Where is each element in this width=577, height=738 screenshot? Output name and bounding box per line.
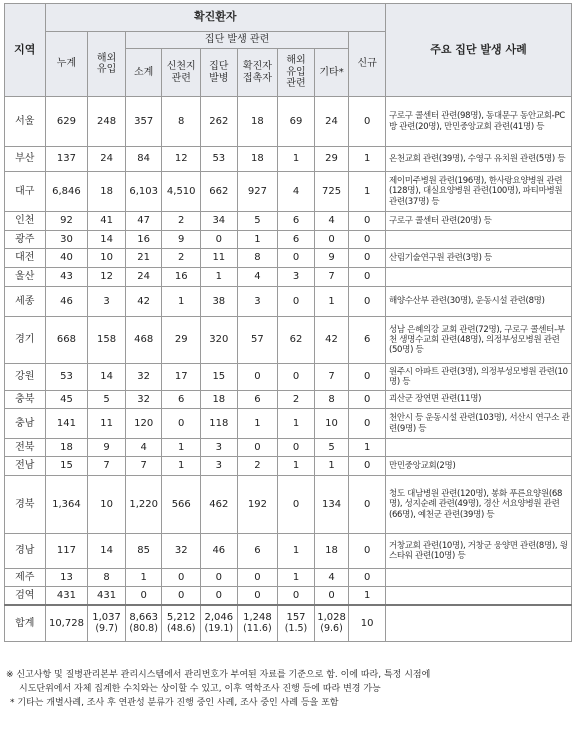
cases-cell: [385, 231, 571, 249]
overseas-cell: 41: [88, 212, 126, 231]
subtotal-cell: 84: [125, 147, 162, 172]
other-cell: 0: [314, 587, 349, 605]
total-cell: 92: [45, 212, 88, 231]
region-cell: 충남: [5, 409, 46, 439]
other-cell: 4: [314, 212, 349, 231]
new-cell: 0: [349, 534, 386, 569]
table-row: [5, 97, 572, 147]
subtotal-cell: 7: [125, 457, 162, 476]
other-cell: 0: [314, 231, 349, 249]
total-cell: 15: [45, 457, 88, 476]
total-shincheonji: 5,212 (48.6): [162, 605, 201, 642]
table-row: [5, 587, 572, 605]
new-cell: 0: [349, 212, 386, 231]
header-region: 지역: [5, 4, 46, 97]
footnotes: [6, 668, 571, 710]
table-body: [5, 97, 572, 605]
table-row: [5, 212, 572, 231]
cases-cell: 구로구 콜센터 관련(98명), 동대문구 동안교회-PC방 관련(20명), 만민중앙교회 관련(41명) 등: [385, 97, 571, 147]
total-cell: 13: [45, 569, 88, 587]
pct-contact: (11.6): [243, 622, 272, 634]
new-cell: 1: [349, 172, 386, 212]
cases-cell: 제이미주병원 관련(196명), 한사랑요양병원 관련(128명), 대실요양병원 관련(100명), 파티마병원 관련(37명) 등: [385, 172, 571, 212]
new-cell: 0: [349, 457, 386, 476]
footnote-line-1: ※ 신고사항 및 질병관리본부 관리시스템에서 관리번호가 부여된 자료를 기준으로 함. 이에 따라, 특정 시점에: [6, 670, 431, 680]
shincheonji-cell: 1: [162, 287, 201, 317]
total-overseas: 1,037 (9.7): [88, 605, 126, 642]
region-cell: 강원: [5, 364, 46, 391]
table-row: [5, 457, 572, 476]
header-overseas: 해외 유입: [88, 32, 126, 97]
overseas-related-cell: 0: [278, 249, 315, 268]
contact-cell: 927: [237, 172, 278, 212]
footnote-line-2: 시도단위에서 자체 집계한 수치와는 상이할 수 있고, 이후 역학조사 진행 등에 따라 변경 가능: [19, 684, 381, 694]
cases-cell: 원주시 아파트 관련(3명), 의정부성모병원 관련(10명) 등: [385, 364, 571, 391]
shincheonji-cell: 16: [162, 268, 201, 287]
table-row: [5, 534, 572, 569]
group-cell: 118: [201, 409, 238, 439]
region-cell: 부산: [5, 147, 46, 172]
table-row: [5, 409, 572, 439]
total-cell: 53: [45, 364, 88, 391]
table-row: [5, 172, 572, 212]
table-row: [5, 364, 572, 391]
overseas-cell: 248: [88, 97, 126, 147]
pct-overseas: (9.7): [95, 622, 118, 634]
other-cell: 29: [314, 147, 349, 172]
table-row: [5, 569, 572, 587]
cases-cell: 구로구 콜센터 관련(20명) 등: [385, 212, 571, 231]
total-cumulative: 10,728: [45, 605, 88, 642]
header-cases: 주요 집단 발생 사례: [385, 4, 571, 97]
contact-cell: 1: [237, 231, 278, 249]
cases-cell: 산림기술연구원 관련(3명) 등: [385, 249, 571, 268]
total-new: 10: [349, 605, 386, 642]
header-shincheonji: 신천지 관련: [162, 49, 201, 97]
contact-cell: 6: [237, 391, 278, 409]
total-region: 합계: [5, 605, 46, 642]
group-cell: 38: [201, 287, 238, 317]
contact-cell: 8: [237, 249, 278, 268]
overseas-cell: 5: [88, 391, 126, 409]
subtotal-cell: 24: [125, 268, 162, 287]
group-cell: 15: [201, 364, 238, 391]
header-contact: 확진자 접촉자: [237, 49, 278, 97]
group-cell: 53: [201, 147, 238, 172]
cases-cell: [385, 569, 571, 587]
overseas-related-cell: 0: [278, 439, 315, 457]
region-cell: 대전: [5, 249, 46, 268]
other-cell: 18: [314, 534, 349, 569]
new-cell: 0: [349, 569, 386, 587]
region-cell: 울산: [5, 268, 46, 287]
shincheonji-cell: 12: [162, 147, 201, 172]
region-cell: 전북: [5, 439, 46, 457]
total-cell: 141: [45, 409, 88, 439]
region-cell: 광주: [5, 231, 46, 249]
region-cell: 검역: [5, 587, 46, 605]
contact-cell: 5: [237, 212, 278, 231]
other-cell: 10: [314, 409, 349, 439]
cases-cell: 천안시 등 운동시설 관련(103명), 서산시 연구소 관련(9명) 등: [385, 409, 571, 439]
shincheonji-cell: 9: [162, 231, 201, 249]
overseas-related-cell: 6: [278, 231, 315, 249]
header-overseas-related: 해외 유입 관련: [278, 49, 315, 97]
contact-cell: 4: [237, 268, 278, 287]
other-cell: 4: [314, 569, 349, 587]
overseas-cell: 9: [88, 439, 126, 457]
subtotal-cell: 1: [125, 569, 162, 587]
group-cell: 18: [201, 391, 238, 409]
total-cell: 629: [45, 97, 88, 147]
pct-overseas-related: (1.5): [284, 622, 308, 634]
subtotal-cell: 120: [125, 409, 162, 439]
cases-cell: 괴산군 장연면 관련(11명): [385, 391, 571, 409]
subtotal-cell: 357: [125, 97, 162, 147]
cases-cell: 해양수산부 관련(30명), 운동시설 관련(8명): [385, 287, 571, 317]
footnote-line-3: * 기타는 개별사례, 조사 후 연관성 분류가 진행 중인 사례, 조사 중인 사례 등을 포함: [10, 698, 339, 708]
table-row: [5, 476, 572, 534]
total-cell: 117: [45, 534, 88, 569]
subtotal-cell: 0: [125, 587, 162, 605]
group-cell: 46: [201, 534, 238, 569]
overseas-cell: 431: [88, 587, 126, 605]
group-cell: 1: [201, 268, 238, 287]
total-subtotal: 8,663 (80.8): [125, 605, 162, 642]
overseas-related-cell: 6: [278, 212, 315, 231]
overseas-related-cell: 69: [278, 97, 315, 147]
overseas-related-cell: 1: [278, 409, 315, 439]
new-cell: 0: [349, 97, 386, 147]
total-row: [5, 605, 572, 642]
contact-cell: 0: [237, 569, 278, 587]
group-cell: 262: [201, 97, 238, 147]
overseas-related-cell: 62: [278, 317, 315, 364]
cases-cell: [385, 587, 571, 605]
subtotal-cell: 32: [125, 391, 162, 409]
overseas-cell: 3: [88, 287, 126, 317]
other-cell: 7: [314, 364, 349, 391]
group-cell: 34: [201, 212, 238, 231]
table-row: [5, 287, 572, 317]
total-cell: 1,364: [45, 476, 88, 534]
new-cell: 1: [349, 147, 386, 172]
contact-cell: 3: [237, 287, 278, 317]
new-cell: 0: [349, 268, 386, 287]
contact-cell: 18: [237, 97, 278, 147]
region-cell: 충북: [5, 391, 46, 409]
shincheonji-cell: 0: [162, 569, 201, 587]
contact-cell: 1: [237, 409, 278, 439]
total-cell: 18: [45, 439, 88, 457]
shincheonji-cell: 29: [162, 317, 201, 364]
shincheonji-cell: 8: [162, 97, 201, 147]
region-cell: 서울: [5, 97, 46, 147]
shincheonji-cell: 17: [162, 364, 201, 391]
overseas-related-cell: 3: [278, 268, 315, 287]
other-cell: 1: [314, 457, 349, 476]
overseas-cell: 158: [88, 317, 126, 364]
group-cell: 662: [201, 172, 238, 212]
header-subtotal: 소계: [125, 49, 162, 97]
table-row: [5, 231, 572, 249]
region-cell: 경남: [5, 534, 46, 569]
pct-other: (9.6): [320, 622, 343, 634]
overseas-cell: 8: [88, 569, 126, 587]
other-cell: 5: [314, 439, 349, 457]
table-row: [5, 249, 572, 268]
subtotal-cell: 47: [125, 212, 162, 231]
new-cell: 6: [349, 317, 386, 364]
overseas-related-cell: 0: [278, 287, 315, 317]
total-cell: 6,846: [45, 172, 88, 212]
contact-cell: 0: [237, 587, 278, 605]
subtotal-cell: 85: [125, 534, 162, 569]
new-cell: 0: [349, 231, 386, 249]
other-cell: 42: [314, 317, 349, 364]
pct-group: (19.1): [204, 622, 234, 634]
group-cell: 0: [201, 569, 238, 587]
overseas-related-cell: 1: [278, 147, 315, 172]
new-cell: 0: [349, 287, 386, 317]
total-cases: [385, 605, 571, 642]
shincheonji-cell: 0: [162, 409, 201, 439]
new-cell: 0: [349, 249, 386, 268]
pct-subtotal: (80.8): [129, 622, 158, 634]
subtotal-cell: 468: [125, 317, 162, 364]
region-cell: 전남: [5, 457, 46, 476]
cases-cell: 온천교회 관련(39명), 수영구 유치원 관련(5명) 등: [385, 147, 571, 172]
overseas-related-cell: 0: [278, 364, 315, 391]
overseas-cell: 10: [88, 476, 126, 534]
overseas-related-cell: 1: [278, 569, 315, 587]
overseas-related-cell: 1: [278, 457, 315, 476]
contact-cell: 192: [237, 476, 278, 534]
new-cell: 0: [349, 476, 386, 534]
shincheonji-cell: 32: [162, 534, 201, 569]
overseas-cell: 18: [88, 172, 126, 212]
other-cell: 725: [314, 172, 349, 212]
cases-cell: 만민중앙교회(2명): [385, 457, 571, 476]
region-cell: 세종: [5, 287, 46, 317]
confirmed-cases-table: [4, 3, 572, 642]
overseas-cell: 14: [88, 534, 126, 569]
group-cell: 320: [201, 317, 238, 364]
group-cell: 462: [201, 476, 238, 534]
subtotal-cell: 42: [125, 287, 162, 317]
cases-cell: 성남 은혜의강 교회 관련(72명), 구로구 콜센터-부천 생명수교회 관련(48명), 의정부성모병원 관련(50명) 등: [385, 317, 571, 364]
total-cell: 45: [45, 391, 88, 409]
overseas-cell: 7: [88, 457, 126, 476]
subtotal-cell: 1,220: [125, 476, 162, 534]
total-contact: 1,248 (11.6): [237, 605, 278, 642]
subtotal-cell: 21: [125, 249, 162, 268]
total-cell: 46: [45, 287, 88, 317]
table-row: [5, 147, 572, 172]
other-cell: 8: [314, 391, 349, 409]
header-new: 신규: [349, 32, 386, 97]
shincheonji-cell: 2: [162, 249, 201, 268]
total-overseas-related: 157 (1.5): [278, 605, 315, 642]
shincheonji-cell: 6: [162, 391, 201, 409]
header-group-outbreak: 집단 발병: [201, 49, 238, 97]
region-cell: 제주: [5, 569, 46, 587]
other-cell: 7: [314, 268, 349, 287]
total-other: 1,028 (9.6): [314, 605, 349, 642]
cases-cell: [385, 268, 571, 287]
total-cell: 137: [45, 147, 88, 172]
shincheonji-cell: 1: [162, 439, 201, 457]
header-other: 기타*: [314, 49, 349, 97]
total-group: 2,046 (19.1): [201, 605, 238, 642]
contact-cell: 0: [237, 364, 278, 391]
subtotal-cell: 4: [125, 439, 162, 457]
new-cell: 0: [349, 364, 386, 391]
shincheonji-cell: 566: [162, 476, 201, 534]
cases-cell: 청도 대남병원 관련(120명), 봉화 푸른요양원(68명), 성지순례 관련(49명), 경산 서요양병원 관련(66명), 예천군 관련(39명) 등: [385, 476, 571, 534]
overseas-cell: 24: [88, 147, 126, 172]
other-cell: 9: [314, 249, 349, 268]
overseas-related-cell: 0: [278, 476, 315, 534]
shincheonji-cell: 0: [162, 587, 201, 605]
header-cumulative: 누계: [45, 32, 88, 97]
overseas-cell: 10: [88, 249, 126, 268]
cases-cell: [385, 439, 571, 457]
group-cell: 3: [201, 439, 238, 457]
contact-cell: 0: [237, 439, 278, 457]
subtotal-cell: 6,103: [125, 172, 162, 212]
new-cell: 0: [349, 409, 386, 439]
shincheonji-cell: 2: [162, 212, 201, 231]
overseas-related-cell: 1: [278, 534, 315, 569]
region-cell: 인천: [5, 212, 46, 231]
overseas-cell: 11: [88, 409, 126, 439]
shincheonji-cell: 4,510: [162, 172, 201, 212]
overseas-cell: 14: [88, 231, 126, 249]
other-cell: 1: [314, 287, 349, 317]
contact-cell: 18: [237, 147, 278, 172]
total-cell: 40: [45, 249, 88, 268]
table-row: [5, 268, 572, 287]
region-cell: 경기: [5, 317, 46, 364]
total-cell: 668: [45, 317, 88, 364]
total-cell: 30: [45, 231, 88, 249]
contact-cell: 2: [237, 457, 278, 476]
group-cell: 3: [201, 457, 238, 476]
other-cell: 134: [314, 476, 349, 534]
overseas-related-cell: 0: [278, 587, 315, 605]
table-row: [5, 317, 572, 364]
new-cell: 0: [349, 391, 386, 409]
contact-cell: 57: [237, 317, 278, 364]
group-cell: 11: [201, 249, 238, 268]
group-cell: 0: [201, 231, 238, 249]
overseas-related-cell: 2: [278, 391, 315, 409]
new-cell: 1: [349, 439, 386, 457]
group-cell: 0: [201, 587, 238, 605]
shincheonji-cell: 1: [162, 457, 201, 476]
cases-cell: 거창교회 관련(10명), 거창군 웅양면 관련(8명), 윙스타워 관련(10명) 등: [385, 534, 571, 569]
total-cell: 431: [45, 587, 88, 605]
region-cell: 경북: [5, 476, 46, 534]
overseas-cell: 14: [88, 364, 126, 391]
other-cell: 24: [314, 97, 349, 147]
contact-cell: 6: [237, 534, 278, 569]
table-row: [5, 439, 572, 457]
new-cell: 1: [349, 587, 386, 605]
overseas-cell: 12: [88, 268, 126, 287]
pct-shincheonji: (48.6): [166, 622, 196, 634]
subtotal-cell: 16: [125, 231, 162, 249]
header-cluster: 집단 발생 관련: [125, 32, 348, 49]
total-cell: 43: [45, 268, 88, 287]
header-confirmed: 확진환자: [45, 4, 385, 32]
overseas-related-cell: 4: [278, 172, 315, 212]
table-row: [5, 391, 572, 409]
region-cell: 대구: [5, 172, 46, 212]
subtotal-cell: 32: [125, 364, 162, 391]
